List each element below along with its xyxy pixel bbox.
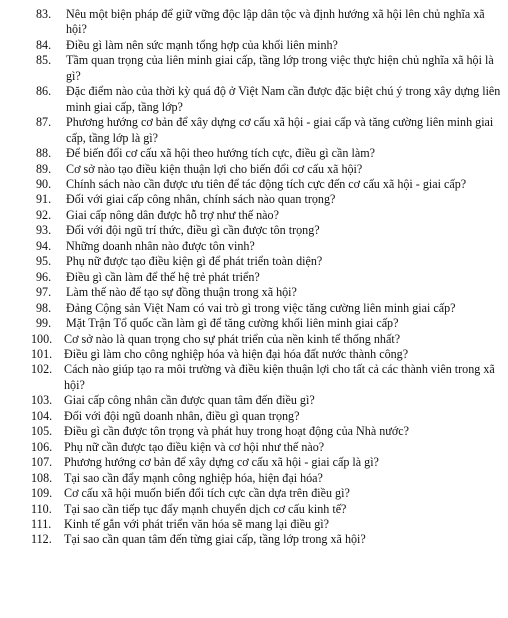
question-text: Cơ sở nào tạo điều kiện thuận lợi cho biến đổi cơ cấu xã hội? — [66, 161, 363, 176]
question-list — [31, 7, 502, 548]
question-number: 106. — [31, 439, 53, 454]
question-item — [36, 208, 502, 223]
question-item — [36, 254, 502, 269]
question-number: 83. — [36, 7, 52, 21]
question-text: Phương hướng cơ bản để xây dựng cơ cấu xã hội - giai cấp là gì? — [64, 455, 379, 470]
question-item — [36, 223, 502, 238]
question-item — [31, 517, 502, 532]
question-item — [31, 502, 502, 517]
question-number: 97. — [36, 285, 52, 300]
question-number: 105. — [31, 424, 53, 439]
question-text: Điều gì làm cho công nghiệp hóa và hiện đại hóa đất nước thành công? — [64, 346, 409, 361]
question-text: Phụ nữ cần được tạo điều kiện và cơ hội như thế nào? — [64, 439, 325, 454]
question-number: 87. — [36, 115, 52, 130]
question-text: Giai cấp công nhân cần được quan tâm đến điều gì? — [64, 393, 315, 408]
question-item — [36, 177, 502, 192]
question-text: Những doanh nhân nào được tôn vinh? — [66, 238, 255, 253]
question-item — [36, 192, 502, 207]
question-item — [31, 409, 502, 424]
question-text: Phương hướng cơ bản để xây dựng cơ cấu xã hội - giai cấp và tăng cường liên minh giai cấp, tầng lớp là gì? — [66, 115, 494, 145]
question-number: 93. — [36, 223, 52, 238]
question-number: 99. — [36, 316, 52, 331]
question-number: 108. — [31, 470, 53, 485]
question-text: Tại sao cần đẩy mạnh công nghiệp hóa, hiện đại hóa? — [64, 470, 323, 485]
question-text: Cơ cấu xã hội muốn biến đổi tích cực cần dựa trên điều gì? — [64, 486, 350, 501]
question-number: 102. — [31, 362, 53, 377]
question-text: Cơ sở nào là quan trọng cho sự phát triển của nền kinh tế thống nhất? — [64, 331, 401, 346]
question-item — [31, 347, 502, 362]
question-item — [36, 84, 502, 115]
question-item — [36, 38, 502, 53]
question-item — [31, 393, 502, 408]
question-text: Làm thế nào để tạo sự đồng thuận trong xã hội? — [66, 285, 297, 300]
question-number: 92. — [36, 207, 52, 222]
question-item — [31, 362, 502, 393]
question-number: 109. — [31, 486, 53, 501]
question-text: Phụ nữ được tạo điều kiện gì để phát triển toàn diện? — [66, 254, 323, 269]
question-item — [31, 455, 502, 470]
question-number: 112. — [31, 532, 52, 547]
question-item — [31, 332, 502, 347]
question-text: Mặt Trận Tổ quốc cần làm gì để tăng cường khối liên minh giai cấp? — [66, 316, 399, 331]
question-number: 107. — [31, 455, 53, 470]
question-number: 85. — [36, 53, 52, 68]
question-item — [36, 285, 502, 300]
question-number: 103. — [31, 393, 53, 408]
question-item — [36, 53, 502, 84]
question-number: 88. — [36, 146, 52, 161]
question-text: Đối với đội ngũ doanh nhân, điều gì quan trọng? — [64, 408, 300, 423]
question-number: 111. — [31, 516, 52, 531]
question-text: Cách nào giúp tạo ra môi trường và điều kiện thuận lợi cho tất cả các thành viên trong xã hội? — [64, 362, 495, 392]
question-item — [36, 146, 502, 161]
question-text: Đối với đội ngũ trí thức, điều gì cần được tôn trọng? — [66, 223, 320, 238]
question-text: Tại sao cần quan tâm đến từng giai cấp, tầng lớp trong xã hội? — [64, 532, 366, 547]
question-number: 98. — [36, 300, 52, 315]
question-text: Đặc điểm nào của thời kỳ quá độ ở Việt Nam cần được đặc biệt chú ý trong xây dựng liên minh giai cấp, tầng lớp? — [66, 84, 501, 114]
question-text: Điều gì cần được tôn trọng và phát huy trong hoạt động của Nhà nước? — [64, 424, 409, 439]
question-number: 95. — [36, 254, 52, 269]
question-item — [36, 239, 502, 254]
question-item — [31, 471, 502, 486]
question-item — [31, 424, 502, 439]
question-text: Nêu một biện pháp để giữ vững độc lập dân tộc và định hướng xã hội lên chủ nghĩa xã hội? — [66, 7, 485, 37]
question-text: Giai cấp nông dân được hỗ trợ như thế nào? — [66, 207, 279, 222]
question-number: 94. — [36, 238, 52, 253]
question-number: 90. — [36, 176, 52, 191]
question-text: Chính sách nào cần được ưu tiên để tác động tích cực đến cơ cấu xã hội - giai cấp? — [66, 176, 467, 191]
question-item — [36, 316, 502, 331]
question-item — [36, 7, 502, 38]
question-number: 84. — [36, 37, 52, 52]
question-text: Điều gì làm nên sức mạnh tổng hợp của khối liên minh? — [66, 37, 338, 52]
question-text: Đảng Cộng sản Việt Nam có vai trò gì trong việc tăng cường liên minh giai cấp? — [66, 300, 456, 315]
question-number: 100. — [31, 331, 53, 346]
question-text: Đối với giai cấp công nhân, chính sách nào quan trọng? — [66, 192, 336, 207]
question-number: 110. — [31, 501, 52, 516]
question-text: Tầm quan trọng của liên minh giai cấp, tầng lớp trong việc thực hiện chủ nghĩa xã hội là gì? — [66, 53, 494, 83]
question-text: Tại sao cần tiếp tục đẩy mạnh chuyển dịch cơ cấu kinh tế? — [64, 501, 347, 516]
question-text: Kinh tế gắn với phát triển văn hóa sẽ mang lại điều gì? — [64, 516, 329, 531]
question-item — [31, 440, 502, 455]
question-number: 91. — [36, 192, 52, 207]
question-item — [36, 301, 502, 316]
question-number: 104. — [31, 408, 53, 423]
question-number: 96. — [36, 269, 52, 284]
question-text: Để biến đổi cơ cấu xã hội theo hướng tích cực, điều gì cần làm? — [66, 146, 375, 161]
question-item — [31, 532, 502, 547]
question-number: 86. — [36, 84, 52, 99]
question-text: Điều gì cần làm để thế hệ trẻ phát triển? — [66, 269, 260, 284]
question-item — [36, 115, 502, 146]
question-number: 101. — [31, 346, 53, 361]
question-item — [31, 486, 502, 501]
question-item — [36, 162, 502, 177]
question-item — [36, 270, 502, 285]
question-number: 89. — [36, 161, 52, 176]
